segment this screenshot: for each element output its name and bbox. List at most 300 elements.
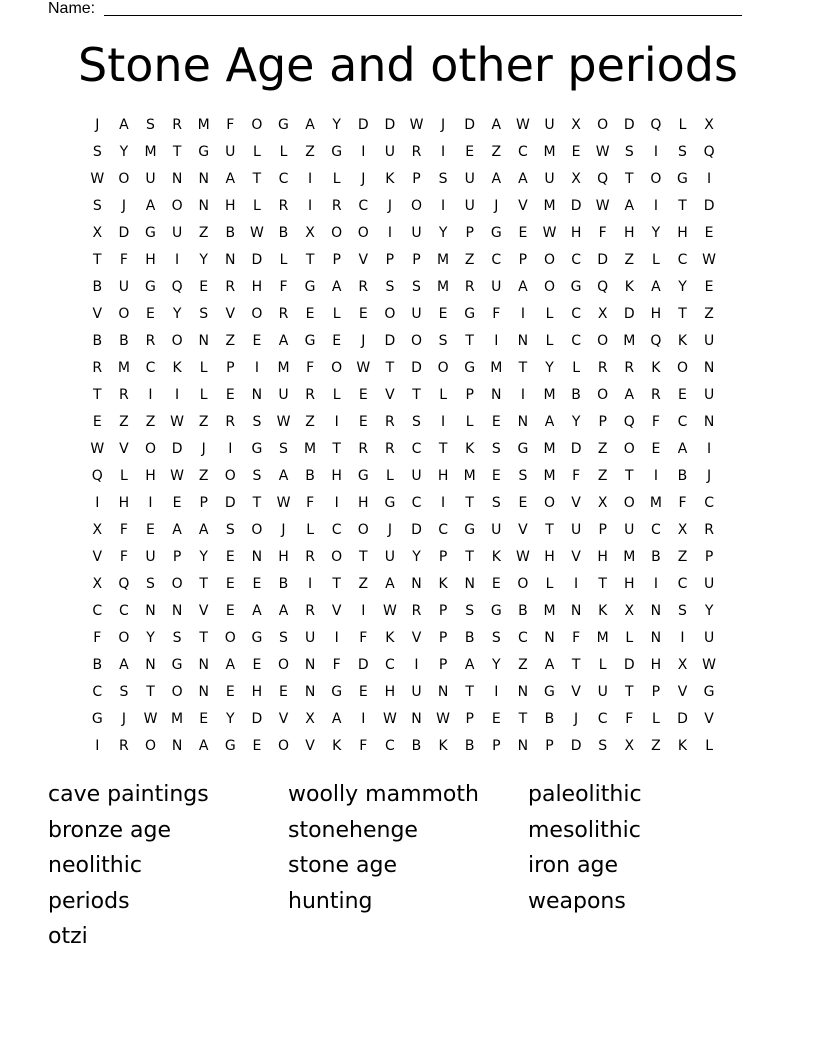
grid-letter: T	[518, 360, 528, 376]
grid-letter: T	[545, 522, 554, 538]
grid-letter: D	[384, 117, 396, 133]
grid-letter: Q	[91, 468, 103, 484]
grid-letter: M	[463, 468, 476, 484]
word-list-item: neolithic	[48, 853, 142, 878]
grid-letter: Z	[518, 657, 528, 673]
grid-letter: Y	[651, 225, 661, 241]
grid-letter: I	[361, 144, 366, 160]
grid-letter: T	[571, 657, 581, 673]
grid-letter: P	[465, 711, 474, 727]
grid-letter: C	[438, 522, 448, 538]
grid-letter: G	[490, 603, 502, 619]
grid-letter: Z	[119, 414, 129, 430]
grid-letter: J	[95, 117, 100, 133]
grid-letter: D	[623, 306, 635, 322]
grid-letter: O	[144, 441, 156, 457]
grid-letter: V	[358, 252, 369, 268]
grid-letter: D	[623, 117, 635, 133]
grid-letter: I	[228, 441, 233, 457]
grid-letter: D	[464, 117, 476, 133]
grid-letter: U	[703, 576, 715, 592]
grid-letter: R	[119, 387, 129, 403]
grid-letter: B	[677, 468, 688, 484]
grid-letter: P	[385, 252, 395, 268]
grid-letter: N	[517, 333, 529, 349]
grid-letter: N	[171, 171, 183, 187]
grid-letter: C	[518, 630, 528, 646]
grid-letter: R	[92, 360, 103, 376]
grid-letter: F	[651, 414, 660, 430]
grid-letter: I	[520, 387, 525, 403]
word-list-item: bronze age	[48, 817, 171, 843]
grid-letter: U	[703, 387, 715, 403]
grid-letter: H	[278, 549, 289, 565]
grid-letter: P	[518, 252, 528, 268]
grid-letter: Y	[199, 549, 208, 565]
grid-letter: Q	[597, 171, 609, 187]
grid-letter: G	[544, 684, 555, 700]
grid-letter: I	[148, 387, 153, 403]
grid-letter: B	[92, 333, 103, 349]
grid-letter: F	[279, 279, 288, 295]
grid-letter: P	[332, 252, 341, 268]
grid-letter: A	[119, 657, 129, 673]
word-list-item: otzi	[48, 924, 88, 949]
grid-letter: N	[251, 387, 263, 403]
grid-letter: W	[276, 414, 291, 430]
grid-letter: C	[571, 252, 581, 268]
grid-letter: E	[252, 333, 262, 349]
grid-letter: A	[651, 279, 661, 295]
grid-letter: B	[518, 603, 528, 619]
grid-letter: F	[678, 495, 687, 511]
grid-letter: E	[491, 711, 501, 727]
word-list-item: stone age	[288, 853, 398, 878]
word-list-item: mesolithic	[528, 817, 641, 843]
grid-letter: O	[623, 441, 635, 457]
grid-letter: C	[411, 441, 422, 457]
grid-letter: J	[441, 117, 446, 133]
grid-letter: G	[198, 144, 210, 160]
grid-letter: S	[92, 144, 102, 160]
grid-letter: V	[278, 711, 289, 727]
grid-letter: D	[677, 711, 688, 727]
grid-letter: I	[308, 576, 313, 592]
grid-letter: C	[92, 603, 103, 619]
grid-letter: V	[518, 198, 528, 214]
grid-letter: L	[545, 576, 554, 592]
word-list-item: periods	[48, 888, 130, 914]
grid-letter: O	[171, 576, 183, 592]
grid-letter: R	[385, 414, 395, 430]
grid-letter: A	[278, 603, 289, 619]
grid-letter: N	[304, 684, 316, 700]
grid-letter: P	[172, 549, 182, 565]
grid-letter: I	[95, 495, 100, 511]
grid-letter: F	[492, 306, 501, 322]
grid-letter: D	[357, 117, 369, 133]
grid-letter: A	[331, 711, 342, 727]
grid-letter: T	[93, 387, 102, 403]
grid-letter: K	[172, 360, 182, 376]
grid-letter: C	[571, 333, 581, 349]
grid-letter: Z	[305, 144, 315, 160]
grid-letter: M	[490, 360, 503, 376]
grid-letter: L	[279, 252, 288, 268]
grid-letter: M	[543, 468, 556, 484]
grid-letter: N	[198, 171, 209, 187]
grid-letter: R	[704, 522, 714, 538]
grid-letter: P	[438, 630, 448, 646]
grid-letter: N	[198, 333, 209, 349]
grid-letter: H	[544, 549, 555, 565]
grid-letter: Y	[332, 117, 341, 133]
grid-letter: V	[119, 441, 129, 457]
grid-letter: I	[441, 495, 446, 511]
grid-letter: K	[598, 603, 608, 619]
grid-letter: B	[92, 279, 103, 295]
grid-letter: U	[384, 144, 396, 160]
grid-letter: O	[543, 279, 555, 295]
word-list-item: cave paintings	[48, 782, 209, 807]
grid-letter: F	[119, 549, 128, 565]
grid-letter: I	[653, 144, 658, 160]
grid-letter: H	[677, 225, 688, 241]
grid-letter: N	[198, 657, 209, 673]
grid-letter: U	[491, 522, 502, 538]
grid-letter: S	[146, 117, 155, 133]
grid-letter: W	[276, 495, 291, 511]
grid-letter: C	[597, 711, 608, 727]
grid-letter: Z	[464, 252, 475, 268]
grid-letter: D	[570, 441, 582, 457]
grid-letter: M	[277, 360, 290, 376]
word-list-item: weapons	[528, 888, 626, 914]
grid-letter: G	[464, 360, 476, 376]
grid-letter: L	[545, 333, 554, 349]
grid-letter: L	[651, 252, 660, 268]
grid-letter: Y	[412, 549, 421, 565]
grid-letter: N	[304, 657, 316, 673]
grid-letter: G	[331, 684, 343, 700]
grid-letter: Z	[358, 576, 369, 592]
grid-letter: L	[332, 306, 341, 322]
grid-letter: G	[331, 144, 343, 160]
grid-letter: C	[677, 252, 688, 268]
grid-letter: F	[359, 738, 368, 754]
grid-letter: Q	[171, 279, 183, 295]
grid-letter: F	[332, 657, 341, 673]
grid-letter: P	[226, 360, 235, 376]
word-list-item: hunting	[288, 888, 373, 914]
grid-letter: B	[464, 630, 475, 646]
grid-letter: T	[518, 711, 528, 727]
grid-letter: R	[411, 144, 422, 160]
grid-letter: W	[170, 468, 185, 484]
grid-letter: X	[677, 657, 688, 673]
grid-letter: E	[199, 279, 209, 295]
grid-letter: K	[624, 279, 634, 295]
grid-letter: E	[252, 576, 262, 592]
grid-letter: I	[334, 495, 339, 511]
grid-letter: L	[199, 387, 208, 403]
grid-letter: T	[332, 441, 341, 457]
grid-letter: S	[92, 198, 102, 214]
grid-letter: K	[332, 738, 342, 754]
grid-letter: X	[597, 495, 608, 511]
grid-letter: Z	[677, 549, 688, 565]
grid-letter: O	[171, 684, 183, 700]
grid-letter: P	[704, 549, 714, 565]
grid-letter: M	[543, 144, 556, 160]
grid-letter: M	[437, 252, 450, 268]
grid-letter: V	[225, 306, 236, 322]
grid-letter: S	[438, 333, 448, 349]
grid-letter: S	[491, 441, 501, 457]
grid-letter: O	[277, 657, 289, 673]
grid-letter: I	[653, 576, 658, 592]
grid-letter: G	[251, 630, 263, 646]
grid-letter: E	[571, 144, 581, 160]
grid-letter: J	[574, 711, 579, 727]
grid-letter: M	[543, 603, 556, 619]
grid-letter: T	[252, 495, 262, 511]
grid-letter: K	[385, 630, 395, 646]
grid-letter: E	[518, 495, 528, 511]
grid-letter: X	[677, 522, 688, 538]
grid-letter: L	[598, 657, 607, 673]
grid-letter: L	[545, 306, 554, 322]
grid-letter: W	[170, 414, 185, 430]
grid-letter: P	[438, 657, 448, 673]
grid-letter: U	[171, 225, 183, 241]
grid-letter: L	[119, 468, 128, 484]
grid-letter: L	[332, 171, 341, 187]
grid-letter: D	[384, 333, 396, 349]
grid-letter: X	[92, 576, 103, 592]
grid-letter: N	[225, 252, 236, 268]
grid-letter: I	[308, 198, 313, 214]
grid-letter: L	[199, 360, 208, 376]
grid-letter: W	[382, 603, 397, 619]
grid-letter: N	[464, 576, 475, 592]
grid-letter: Z	[198, 225, 209, 241]
grid-letter: O	[118, 306, 130, 322]
grid-letter: J	[361, 171, 366, 187]
grid-letter: U	[703, 630, 715, 646]
grid-letter: N	[171, 738, 183, 754]
grid-letter: A	[305, 117, 315, 133]
grid-letter: S	[172, 630, 182, 646]
grid-letter: V	[305, 738, 315, 754]
grid-letter: A	[544, 414, 555, 430]
grid-letter: T	[465, 495, 474, 511]
grid-letter: E	[305, 306, 315, 322]
grid-letter: O	[410, 198, 422, 214]
grid-letter: V	[331, 603, 342, 619]
grid-letter: N	[411, 711, 422, 727]
grid-letter: P	[465, 387, 474, 403]
grid-letter: L	[705, 738, 713, 754]
grid-letter: T	[252, 171, 262, 187]
grid-letter: P	[412, 252, 421, 268]
grid-letter: C	[92, 684, 103, 700]
grid-letter: S	[252, 468, 262, 484]
grid-letter: D	[411, 522, 422, 538]
grid-letter: P	[651, 684, 661, 700]
grid-letter: O	[251, 117, 263, 133]
grid-letter: E	[225, 576, 235, 592]
grid-letter: O	[437, 360, 449, 376]
grid-letter: O	[144, 738, 156, 754]
grid-letter: T	[146, 684, 155, 700]
grid-letter: G	[357, 468, 369, 484]
grid-letter: X	[92, 225, 103, 241]
grid-letter: K	[677, 333, 688, 349]
grid-letter: E	[252, 657, 262, 673]
grid-letter: H	[650, 306, 662, 322]
grid-letter: Q	[650, 333, 662, 349]
grid-letter: N	[145, 603, 156, 619]
grid-letter: T	[172, 144, 182, 160]
grid-letter: A	[677, 441, 688, 457]
grid-letter: S	[199, 306, 209, 322]
grid-letter: O	[410, 333, 422, 349]
grid-letter: X	[597, 306, 608, 322]
grid-letter: I	[494, 333, 499, 349]
grid-letter: F	[572, 468, 581, 484]
grid-letter: E	[225, 387, 235, 403]
grid-letter: B	[464, 738, 475, 754]
grid-letter: W	[515, 117, 530, 133]
grid-letter: V	[411, 630, 422, 646]
grid-letter: N	[703, 360, 715, 376]
grid-letter: R	[119, 738, 129, 754]
grid-letter: E	[518, 225, 528, 241]
name-field	[48, 0, 742, 18]
grid-letter: B	[571, 387, 581, 403]
grid-letter: E	[358, 414, 368, 430]
grid-letter: L	[279, 144, 288, 160]
grid-letter: C	[518, 144, 528, 160]
grid-letter: G	[677, 171, 688, 187]
grid-letter: J	[361, 333, 366, 349]
grid-letter: A	[225, 171, 236, 187]
grid-letter: O	[623, 495, 635, 511]
grid-letter: T	[199, 630, 208, 646]
grid-letter: F	[226, 117, 235, 133]
grid-letter: K	[491, 549, 501, 565]
grid-letter: Z	[597, 468, 608, 484]
grid-letter: A	[278, 333, 289, 349]
grid-letter: A	[518, 171, 528, 187]
grid-letter: S	[252, 414, 262, 430]
grid-letter: U	[278, 387, 289, 403]
grid-letter: D	[570, 198, 582, 214]
grid-letter: B	[278, 225, 289, 241]
grid-letter: B	[278, 576, 289, 592]
grid-letter: E	[491, 468, 501, 484]
grid-letter: F	[119, 522, 128, 538]
grid-letter: T	[625, 468, 634, 484]
grid-letter: G	[703, 684, 715, 700]
grid-letter: S	[678, 603, 687, 619]
grid-letter: I	[680, 630, 685, 646]
grid-letter: A	[198, 522, 209, 538]
grid-letter: V	[571, 684, 581, 700]
grid-letter: S	[438, 171, 448, 187]
grid-letter: Y	[571, 414, 581, 430]
grid-letter: E	[279, 684, 288, 700]
grid-letter: Y	[492, 657, 501, 673]
grid-letter: D	[570, 738, 582, 754]
grid-letter: D	[171, 441, 183, 457]
grid-letter: Y	[199, 252, 208, 268]
grid-letter: N	[570, 603, 582, 619]
grid-letter: T	[598, 576, 607, 592]
grid-letter: B	[305, 468, 315, 484]
grid-letter: O	[224, 630, 236, 646]
grid-letter: J	[281, 522, 286, 538]
grid-letter: M	[437, 279, 450, 295]
grid-letter: E	[225, 684, 235, 700]
grid-letter: O	[384, 306, 396, 322]
grid-letter: U	[464, 171, 475, 187]
grid-letter: T	[465, 684, 474, 700]
grid-letter: R	[278, 306, 289, 322]
grid-letter: W	[356, 360, 371, 376]
grid-letter: H	[358, 495, 369, 511]
grid-letter: T	[438, 441, 448, 457]
grid-letter: G	[224, 738, 236, 754]
grid-letter: U	[411, 468, 422, 484]
grid-letter: H	[597, 549, 608, 565]
word-list-item: woolly mammoth	[288, 782, 479, 807]
grid-letter: W	[90, 441, 105, 457]
grid-letter: C	[358, 198, 369, 214]
grid-letter: A	[252, 603, 262, 619]
grid-letter: F	[306, 360, 315, 376]
grid-letter: T	[625, 684, 634, 700]
grid-letter: N	[411, 576, 422, 592]
grid-letter: E	[704, 225, 714, 241]
grid-letter: H	[624, 225, 635, 241]
grid-letter: P	[598, 522, 607, 538]
grid-letter: C	[651, 522, 661, 538]
grid-letter: A	[544, 657, 555, 673]
grid-letter: Q	[623, 414, 635, 430]
grid-letter: E	[491, 576, 501, 592]
grid-letter: X	[92, 522, 103, 538]
grid-letter: X	[571, 171, 581, 187]
grid-letter: S	[465, 603, 475, 619]
grid-letter: B	[411, 738, 422, 754]
grid-letter: L	[625, 630, 634, 646]
grid-letter: R	[358, 279, 369, 295]
grid-letter: T	[199, 576, 208, 592]
grid-letter: V	[92, 306, 103, 322]
grid-letter: R	[305, 603, 315, 619]
grid-letter: L	[439, 387, 447, 403]
grid-letter: Z	[597, 441, 608, 457]
grid-letter: D	[703, 198, 715, 214]
grid-letter: Q	[118, 576, 130, 592]
grid-letter: Z	[491, 144, 502, 160]
grid-letter: Z	[651, 738, 661, 754]
grid-letter: Z	[704, 306, 714, 322]
grid-letter: J	[121, 711, 126, 727]
grid-letter: K	[438, 576, 448, 592]
